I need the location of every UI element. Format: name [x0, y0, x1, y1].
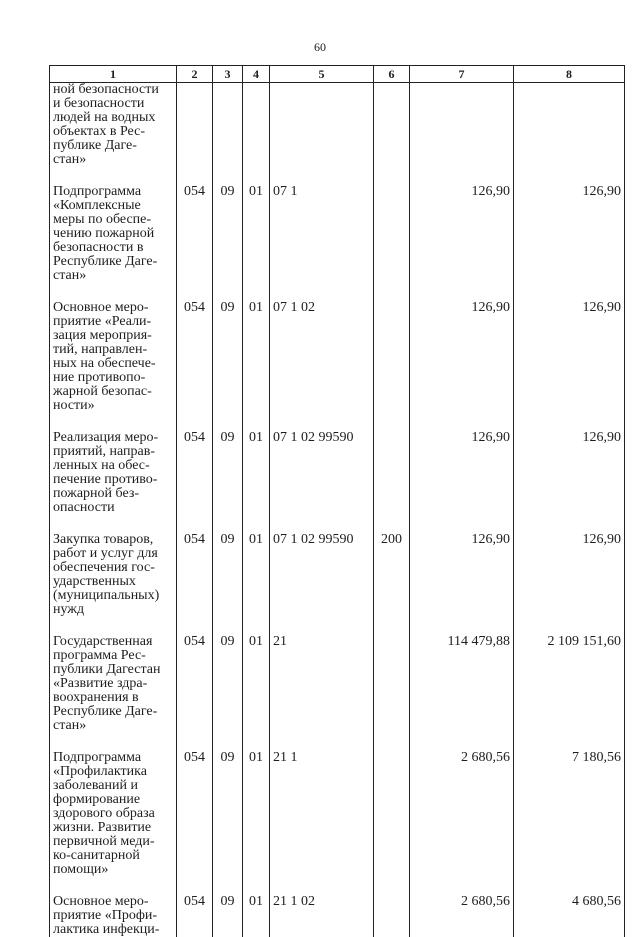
item-name-line: приятие «Реали-: [53, 315, 173, 329]
expense-type-cell: [374, 179, 410, 295]
item-name-line: Реализация меро-: [53, 431, 173, 445]
expense-type-cell: [374, 425, 410, 527]
table-row: [50, 629, 625, 745]
item-name-line: Республике Даге-: [53, 705, 173, 719]
admin-code-cell: 054: [177, 745, 213, 889]
section-code-cell: 09: [213, 745, 243, 889]
item-name-line: «Профилактика: [53, 765, 173, 779]
item-name-line: жизни. Развитие: [53, 821, 173, 835]
item-name-line: программа Рес-: [53, 649, 173, 663]
item-name-line: ленных на обес-: [53, 459, 173, 473]
amount-col8-cell: 4 680,56: [514, 889, 625, 937]
amount-col7-cell: 126,90: [410, 425, 514, 527]
target-article-cell: 07 1: [270, 179, 374, 295]
section-code-cell: 09: [213, 295, 243, 425]
item-name-line: заболеваний и: [53, 779, 173, 793]
amount-col8-cell: 7 180,56: [514, 745, 625, 889]
amount-col7-cell: 114 479,88: [410, 629, 514, 745]
budget-table: [49, 65, 625, 937]
admin-code-cell: 054: [177, 179, 213, 295]
admin-code-cell: 054: [177, 889, 213, 937]
amount-col8-cell: 126,90: [514, 179, 625, 295]
item-name-line: Основное меро-: [53, 895, 173, 909]
item-name-line: жарной безопас-: [53, 385, 173, 399]
expense-type-cell: [374, 83, 410, 180]
header-row: [50, 66, 625, 83]
subsection-code-cell: 01: [243, 425, 270, 527]
amount-col8-cell: 126,90: [514, 295, 625, 425]
item-name-line: и безопасности: [53, 97, 173, 111]
amount-col7-cell: 126,90: [410, 527, 514, 629]
section-code-cell: 09: [213, 889, 243, 937]
admin-code-cell: 054: [177, 295, 213, 425]
amount-col7-cell: 2 680,56: [410, 745, 514, 889]
item-name-line: людей на водных: [53, 111, 173, 125]
amount-col7-cell: 126,90: [410, 295, 514, 425]
item-name-line: печение противо-: [53, 473, 173, 487]
item-name-line: ударственных: [53, 575, 173, 589]
subsection-code-cell: 01: [243, 527, 270, 629]
item-name-line: меры по обеспе-: [53, 213, 173, 227]
item-name-line: обеспечения гос-: [53, 561, 173, 575]
subsection-code-cell: 01: [243, 295, 270, 425]
table-row: [50, 527, 625, 629]
section-code-cell: 09: [213, 527, 243, 629]
admin-code-cell: 054: [177, 629, 213, 745]
item-name-cell: [50, 425, 177, 527]
header-col-6: 6: [374, 66, 410, 83]
target-article-cell: 07 1 02: [270, 295, 374, 425]
item-name-line: ной безопасности: [53, 83, 173, 97]
item-name-line: пожарной без-: [53, 487, 173, 501]
item-name-line: Республике Даге-: [53, 255, 173, 269]
header-col-2: 2: [177, 66, 213, 83]
table-row: [50, 745, 625, 889]
header-col-1: 1: [50, 66, 177, 83]
item-name-cell: [50, 889, 177, 937]
header-col-3: 3: [213, 66, 243, 83]
item-name-line: (муниципальных): [53, 589, 173, 603]
item-name-line: стан»: [53, 153, 173, 167]
target-article-cell: 21 1 02: [270, 889, 374, 937]
expense-type-cell: [374, 629, 410, 745]
amount-col8-cell: 126,90: [514, 425, 625, 527]
item-name-line: формирование: [53, 793, 173, 807]
item-name-line: ности»: [53, 399, 173, 413]
amount-col8-cell: 126,90: [514, 527, 625, 629]
item-name-line: помощи»: [53, 863, 173, 877]
target-article-cell: 07 1 02 99590: [270, 425, 374, 527]
item-name-cell: [50, 745, 177, 889]
table-row: [50, 179, 625, 295]
item-name-line: публике Даге-: [53, 139, 173, 153]
amount-col7-cell: [410, 83, 514, 180]
item-name-cell: [50, 629, 177, 745]
item-name-line: лактика инфекци-: [53, 923, 173, 937]
expense-type-cell: [374, 745, 410, 889]
table-row: [50, 83, 625, 180]
section-code-cell: 09: [213, 425, 243, 527]
item-name-line: ние противопо-: [53, 371, 173, 385]
amount-col8-cell: [514, 83, 625, 180]
item-name-line: ных на обеспече-: [53, 357, 173, 371]
item-name-line: тий, направлен-: [53, 343, 173, 357]
item-name-line: работ и услуг для: [53, 547, 173, 561]
item-name-line: «Комплексные: [53, 199, 173, 213]
section-code-cell: 09: [213, 179, 243, 295]
item-name-line: стан»: [53, 269, 173, 283]
expense-type-cell: [374, 889, 410, 937]
amount-col8-cell: 2 109 151,60: [514, 629, 625, 745]
item-name-line: Основное меро-: [53, 301, 173, 315]
item-name-line: стан»: [53, 719, 173, 733]
table-row: [50, 425, 625, 527]
item-name-line: зация мероприя-: [53, 329, 173, 343]
item-name-line: Закупка товаров,: [53, 533, 173, 547]
section-code-cell: [213, 83, 243, 180]
item-name-cell: [50, 83, 177, 180]
item-name-line: здорового образа: [53, 807, 173, 821]
table-row: [50, 889, 625, 937]
item-name-line: безопасности в: [53, 241, 173, 255]
item-name-line: нужд: [53, 603, 173, 617]
item-name-cell: [50, 295, 177, 425]
header-col-7: 7: [410, 66, 514, 83]
target-article-cell: 21 1: [270, 745, 374, 889]
item-name-line: первичной меди-: [53, 835, 173, 849]
subsection-code-cell: 01: [243, 179, 270, 295]
expense-type-cell: 200: [374, 527, 410, 629]
item-name-line: опасности: [53, 501, 173, 515]
item-name-cell: [50, 527, 177, 629]
item-name-line: приятий, направ-: [53, 445, 173, 459]
subsection-code-cell: 01: [243, 889, 270, 937]
admin-code-cell: 054: [177, 527, 213, 629]
target-article-cell: 07 1 02 99590: [270, 527, 374, 629]
admin-code-cell: 054: [177, 425, 213, 527]
header-col-8: 8: [514, 66, 625, 83]
page-number: 60: [0, 40, 640, 55]
admin-code-cell: [177, 83, 213, 180]
subsection-code-cell: 01: [243, 629, 270, 745]
item-name-line: Подпрограмма: [53, 185, 173, 199]
item-name-line: приятие «Профи-: [53, 909, 173, 923]
target-article-cell: [270, 83, 374, 180]
item-name-line: Подпрограмма: [53, 751, 173, 765]
subsection-code-cell: [243, 83, 270, 180]
item-name-line: ко-санитарной: [53, 849, 173, 863]
table-row: [50, 295, 625, 425]
target-article-cell: 21: [270, 629, 374, 745]
expense-type-cell: [374, 295, 410, 425]
item-name-line: воохранения в: [53, 691, 173, 705]
amount-col7-cell: 126,90: [410, 179, 514, 295]
item-name-line: объектах в Рес-: [53, 125, 173, 139]
header-col-5: 5: [270, 66, 374, 83]
item-name-cell: [50, 179, 177, 295]
header-col-4: 4: [243, 66, 270, 83]
item-name-line: чению пожарной: [53, 227, 173, 241]
amount-col7-cell: 2 680,56: [410, 889, 514, 937]
subsection-code-cell: 01: [243, 745, 270, 889]
section-code-cell: 09: [213, 629, 243, 745]
table-body: [50, 83, 625, 937]
item-name-line: «Развитие здра-: [53, 677, 173, 691]
item-name-line: Государственная: [53, 635, 173, 649]
item-name-line: публики Дагестан: [53, 663, 173, 677]
